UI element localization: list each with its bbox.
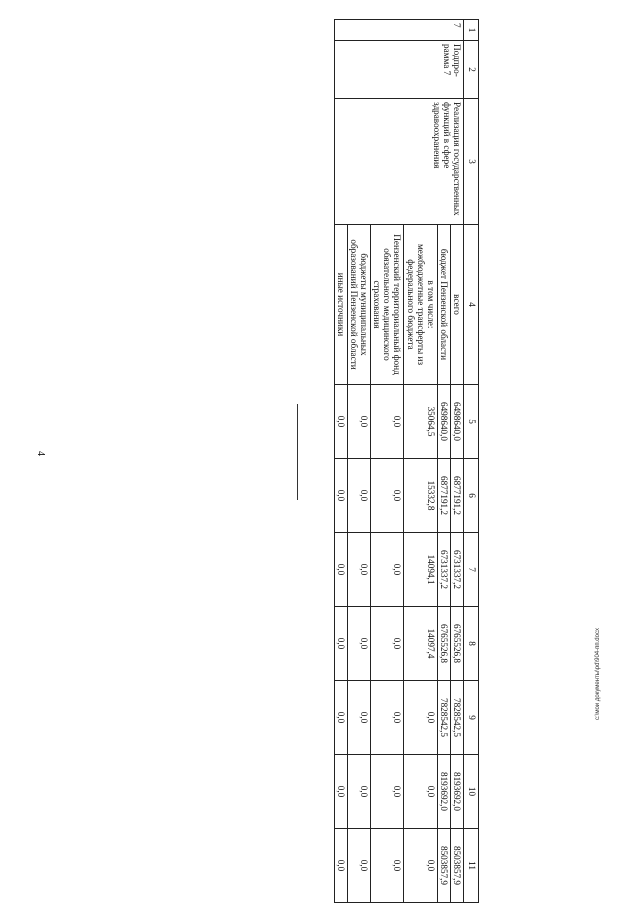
year-value: 0,0 bbox=[334, 385, 347, 459]
column-header: 7 bbox=[464, 533, 479, 607]
year-value: 0,0 bbox=[347, 755, 370, 829]
column-header: 10 bbox=[464, 755, 479, 829]
funding-table bbox=[334, 19, 479, 903]
column-header: 3 bbox=[464, 99, 479, 225]
column-header: 6 bbox=[464, 459, 479, 533]
year-value: 6877191,2 bbox=[450, 459, 463, 533]
page-number: 4 bbox=[35, 451, 46, 456]
funding-source: Пензенский территориальный фонд обязательного медицинского страхования bbox=[371, 225, 404, 385]
year-value: 6498640,0 bbox=[437, 385, 450, 459]
year-value: 0,0 bbox=[347, 607, 370, 681]
year-value: 0,0 bbox=[334, 829, 347, 903]
year-value: 0,0 bbox=[334, 755, 347, 829]
year-value: 0,0 bbox=[371, 385, 404, 459]
column-header: 2 bbox=[464, 41, 479, 99]
year-value: 7828542,5 bbox=[437, 681, 450, 755]
program-name: Подпро- рамма 7 bbox=[334, 41, 463, 99]
year-value: 8193692,0 bbox=[450, 755, 463, 829]
footer-file-path: c:\мои документы\рd\904-пп.docx bbox=[595, 628, 601, 720]
funding-source: бюджеты муниципальных образований Пензенской области bbox=[347, 225, 370, 385]
year-value: 7828542,5 bbox=[450, 681, 463, 755]
year-value: 6731337,2 bbox=[450, 533, 463, 607]
year-value: 8193692,0 bbox=[437, 755, 450, 829]
year-value: 6498640,0 bbox=[450, 385, 463, 459]
year-value: 0,0 bbox=[371, 829, 404, 903]
column-number-row bbox=[464, 20, 479, 903]
year-value: 0,0 bbox=[371, 681, 404, 755]
year-value: 0,0 bbox=[334, 607, 347, 681]
year-value: 0,0 bbox=[371, 533, 404, 607]
column-header: 8 bbox=[464, 607, 479, 681]
year-value: 0,0 bbox=[404, 829, 437, 903]
year-value: 0,0 bbox=[334, 533, 347, 607]
table-row bbox=[450, 20, 463, 903]
year-value: 35064,5 bbox=[404, 385, 437, 459]
year-value: 6877191,2 bbox=[437, 459, 450, 533]
separator-line bbox=[297, 404, 298, 500]
year-value: 14094,1 bbox=[404, 533, 437, 607]
year-value: 6765526,8 bbox=[450, 607, 463, 681]
year-value: 8503857,9 bbox=[437, 829, 450, 903]
year-value: 0,0 bbox=[404, 681, 437, 755]
funding-source: бюджет Пензенской области bbox=[437, 225, 450, 385]
column-header: 9 bbox=[464, 681, 479, 755]
funding-source: в том числе: межбюджетные трансферты из федерального бюджета bbox=[404, 225, 437, 385]
year-value: 8503857,9 bbox=[450, 829, 463, 903]
column-header: 5 bbox=[464, 385, 479, 459]
funding-table-container bbox=[261, 19, 479, 886]
year-value: 0,0 bbox=[371, 459, 404, 533]
year-value: 0,0 bbox=[371, 755, 404, 829]
year-value: 6765526,8 bbox=[437, 607, 450, 681]
year-value: 0,0 bbox=[404, 755, 437, 829]
year-value: 0,0 bbox=[334, 459, 347, 533]
year-value: 0,0 bbox=[371, 607, 404, 681]
column-header: 1 bbox=[464, 20, 479, 41]
funding-source: иные источники bbox=[334, 225, 347, 385]
row-number: 7 bbox=[334, 20, 463, 41]
year-value: 0,0 bbox=[347, 681, 370, 755]
year-value: 15332,8 bbox=[404, 459, 437, 533]
column-header: 4 bbox=[464, 225, 479, 385]
year-value: 0,0 bbox=[347, 533, 370, 607]
year-value: 0,0 bbox=[347, 829, 370, 903]
year-value: 0,0 bbox=[347, 459, 370, 533]
year-value: 6731337,2 bbox=[437, 533, 450, 607]
year-value: 0,0 bbox=[334, 681, 347, 755]
task-name: Реализация государственных функций в сфере здравоохранения bbox=[334, 99, 463, 225]
year-value: 0,0 bbox=[347, 385, 370, 459]
year-value: 14097,4 bbox=[404, 607, 437, 681]
column-header: 11 bbox=[464, 829, 479, 903]
funding-source: всего bbox=[450, 225, 463, 385]
